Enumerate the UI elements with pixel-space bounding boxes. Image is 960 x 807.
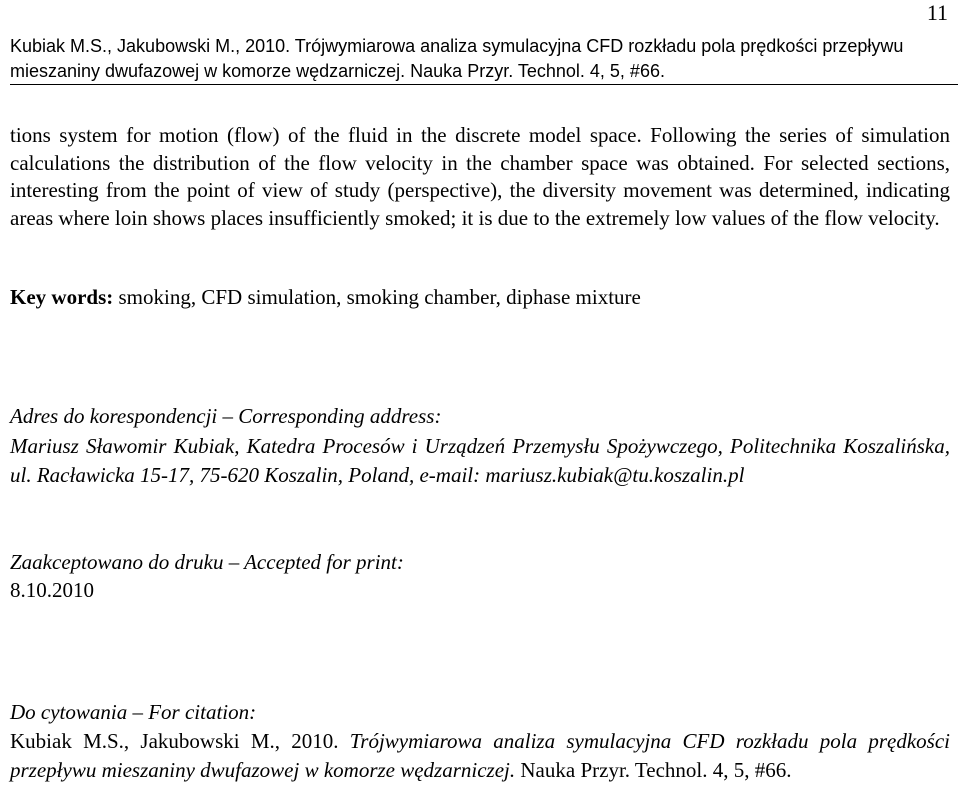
citation-heading: Do cytowania – For citation: <box>10 700 257 724</box>
address-heading: Adres do korespondencji – Corresponding address: <box>10 404 442 428</box>
address-body: Mariusz Sławomir Kubiak, Katedra Procesów i Urządzeń Przemysłu Spożywczego, Politechnika Koszalińska, ul. Racławicka 15-17, 75-620 Koszalin, Poland, e-mail: mariusz.kubiak@tu.koszalin.pl <box>10 434 950 487</box>
header-line-2: mieszaniny dwufazowej w komorze wędzarniczej. Nauka Przyr. Technol. 4, 5, #66. <box>10 61 665 81</box>
accepted-date: 8.10.2010 <box>10 578 94 602</box>
citation-body <box>10 727 950 785</box>
citation-title: Trójwymiarowa analiza symulacyjna CFD rozkładu pola prędkości przepływu mieszaniny dwufazowej w komorze wędzarniczej. <box>10 729 950 782</box>
abstract-paragraph: tions system for motion (flow) of the fluid in the discrete model space. Following the series of simulation calculations the distribution of the flow velocity in the chamber space was obtained. For selected sections, interesting from the point of view of study (perspective), the diversity movement was determined, indicating areas where loin shows places insufficiently smoked; it is due to the extremely low values of the flow velocity. <box>10 123 950 230</box>
header-rule <box>10 84 958 85</box>
running-header <box>10 34 950 84</box>
header-line-1: Kubiak M.S., Jakubowski M., 2010. Trójwymiarowa analiza symulacyjna CFD rozkładu pola prędkości przepływu <box>10 36 904 56</box>
citation-authors: Kubiak M.S., Jakubowski M., 2010. <box>10 729 339 753</box>
page-number: 11 <box>926 0 948 25</box>
keywords-label: Key words: <box>10 285 114 309</box>
keywords-text: smoking, CFD simulation, smoking chamber, diphase mixture <box>113 285 641 309</box>
keywords <box>10 284 950 311</box>
citation-journal: Nauka Przyr. Technol. 4, 5, #66. <box>515 758 792 782</box>
accepted-heading: Zaakceptowano do druku – Accepted for print: <box>10 550 404 574</box>
